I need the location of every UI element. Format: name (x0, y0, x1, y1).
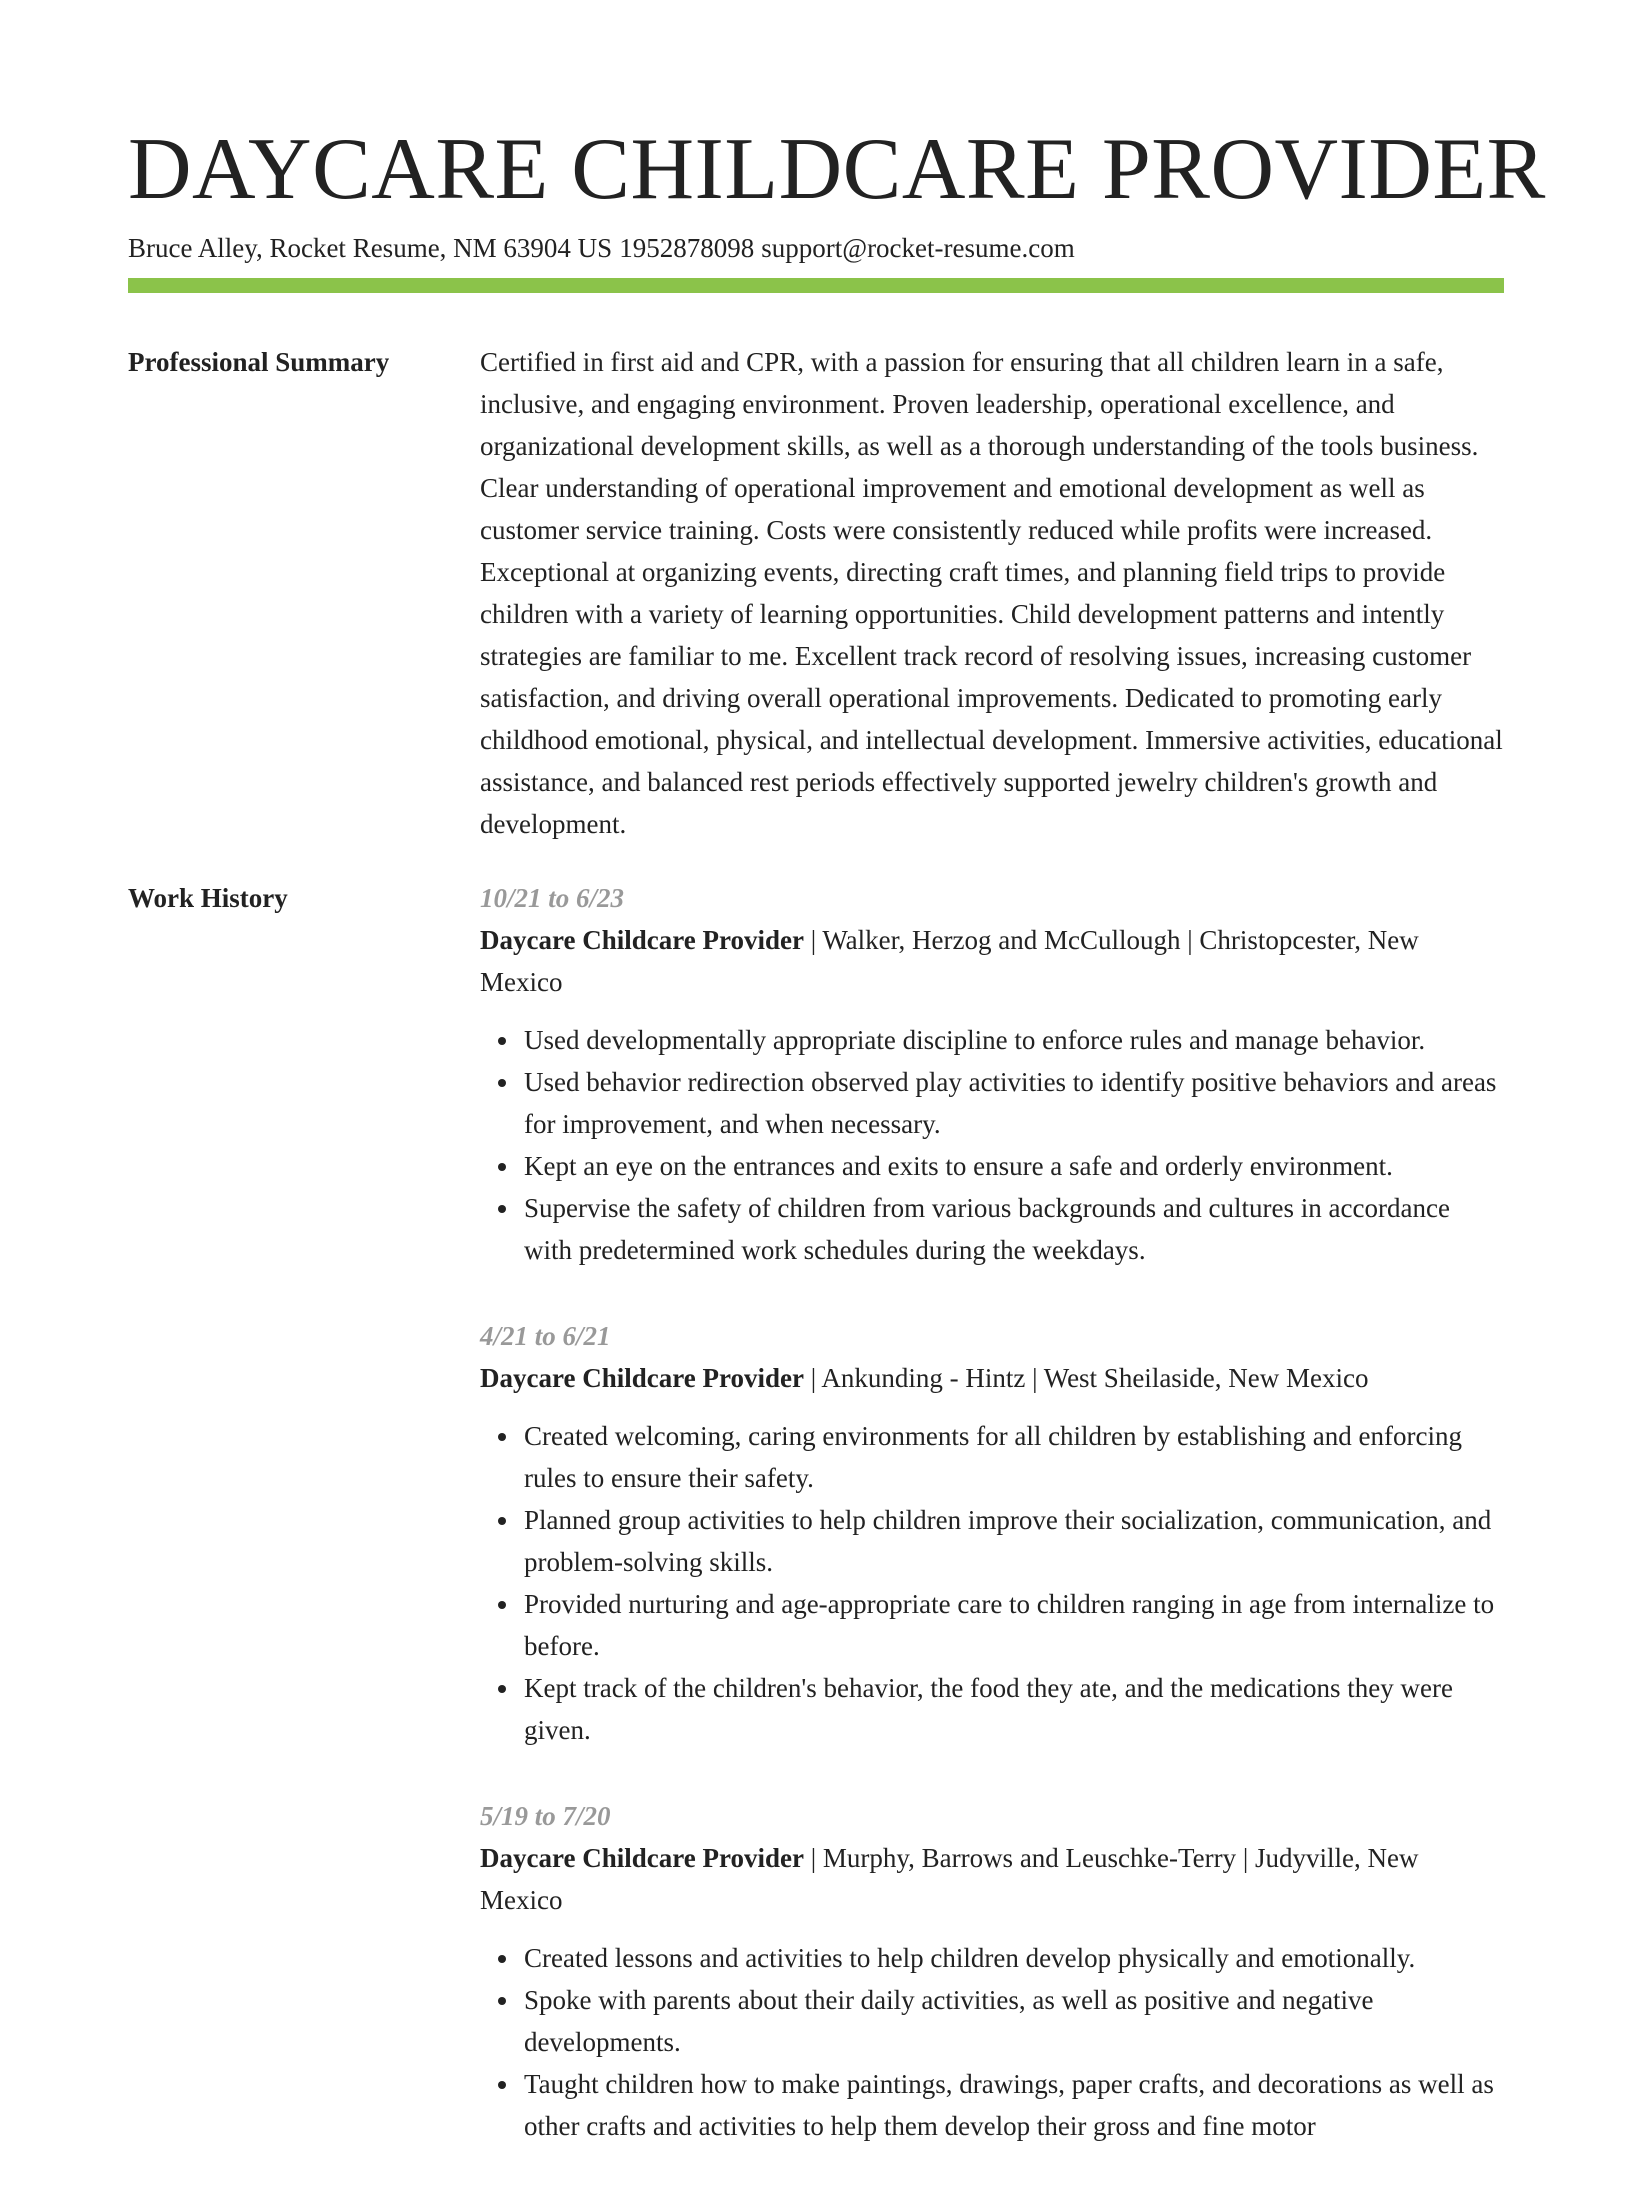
contact-line (128, 230, 1504, 266)
work-history-section (128, 877, 1504, 2191)
summary-text: Certified in first aid and CPR, with a passion for ensuring that all children learn in a safe, inclusive, and engaging environment. Proven leadership, operational excellence, and organizational development skills, as well as a thorough understanding of the tools business. Clear understanding of operational improvement and emotional development as well as customer service training. Costs were consistently reduced while profits were increased. Exceptional at organizing events, directing craft times, and planning field trips to provide children with a variety of learning opportunities. Child development patterns and intently strategies are familiar to me. Excellent track record of resolving issues, increasing customer satisfaction, and driving overall operational improvements. Dedicated to promoting early childhood emotional, physical, and intellectual development. Immersive activities, educational assistance, and balanced rest periods effectively supported jewelry children's growth and development. (480, 347, 1503, 839)
job-bullet: Created welcoming, caring environments for all children by establishing and enforcing rules to ensure their safety. (524, 1415, 1504, 1499)
job-bullet: Used behavior redirection observed play activities to identify positive behaviors and areas for improvement, and when necessary. (524, 1061, 1504, 1145)
job-title: Daycare Childcare Provider (480, 1363, 804, 1393)
job-details: | Ankunding - Hintz | West Sheilaside, New Mexico (803, 1363, 1369, 1393)
job-dates: 4/21 to 6/21 (480, 1321, 611, 1351)
header-divider (128, 278, 1504, 293)
job-title: Daycare Childcare Provider (480, 1843, 804, 1873)
job-title-line (480, 1837, 1504, 1921)
resume-name-heading: DAYCARE CHILDCARE PROVIDER (128, 121, 1546, 218)
job-bullet-list (480, 1019, 1504, 1271)
job-details: | Walker, Herzog and McCullough | Christopcester, New Mexico (480, 925, 1419, 997)
job-entry (480, 1315, 1504, 1751)
job-bullet: Used developmentally appropriate discipline to enforce rules and manage behavior. (524, 1019, 1504, 1061)
job-entry (480, 1795, 1504, 2147)
work-history-body (480, 877, 1504, 2191)
job-bullet: Taught children how to make paintings, drawings, paper crafts, and decorations as well as other crafts and activities to help them develop their gross and fine motor (524, 2063, 1504, 2147)
contact-address: Bruce Alley, Rocket Resume, NM 63904 US (128, 233, 613, 263)
job-bullet: Planned group activities to help children improve their socialization, communication, and problem-solving skills. (524, 1499, 1504, 1583)
job-bullet: Supervise the safety of children from various backgrounds and cultures in accordance with predetermined work schedules during the weekdays. (524, 1187, 1504, 1271)
job-dates: 5/19 to 7/20 (480, 1801, 611, 1831)
job-bullet: Kept track of the children's behavior, the food they ate, and the medications they were given. (524, 1667, 1504, 1751)
job-title: Daycare Childcare Provider (480, 925, 804, 955)
job-bullet-list (480, 1415, 1504, 1751)
job-title-line (480, 1357, 1504, 1399)
professional-summary-section (128, 341, 1504, 845)
job-details: | Murphy, Barrows and Leuschke-Terry | Judyville, New Mexico (480, 1843, 1419, 1915)
job-bullet: Kept an eye on the entrances and exits to ensure a safe and orderly environment. (524, 1145, 1504, 1187)
summary-body (480, 341, 1504, 845)
job-title-line (480, 919, 1504, 1003)
job-entry (480, 877, 1504, 1271)
section-label-work-history: Work History (128, 883, 288, 913)
job-bullet: Provided nurturing and age-appropriate care to children ranging in age from internalize to before. (524, 1583, 1504, 1667)
job-bullet: Created lessons and activities to help children develop physically and emotionally. (524, 1937, 1504, 1979)
contact-phone: 1952878098 (619, 233, 755, 263)
job-bullet: Spoke with parents about their daily activities, as well as positive and negative developments. (524, 1979, 1504, 2063)
job-dates: 10/21 to 6/23 (480, 883, 625, 913)
resume-page (128, 120, 1546, 2191)
section-label-summary: Professional Summary (128, 347, 390, 377)
job-bullet-list (480, 1937, 1504, 2147)
contact-email: support@rocket-resume.com (761, 233, 1075, 263)
